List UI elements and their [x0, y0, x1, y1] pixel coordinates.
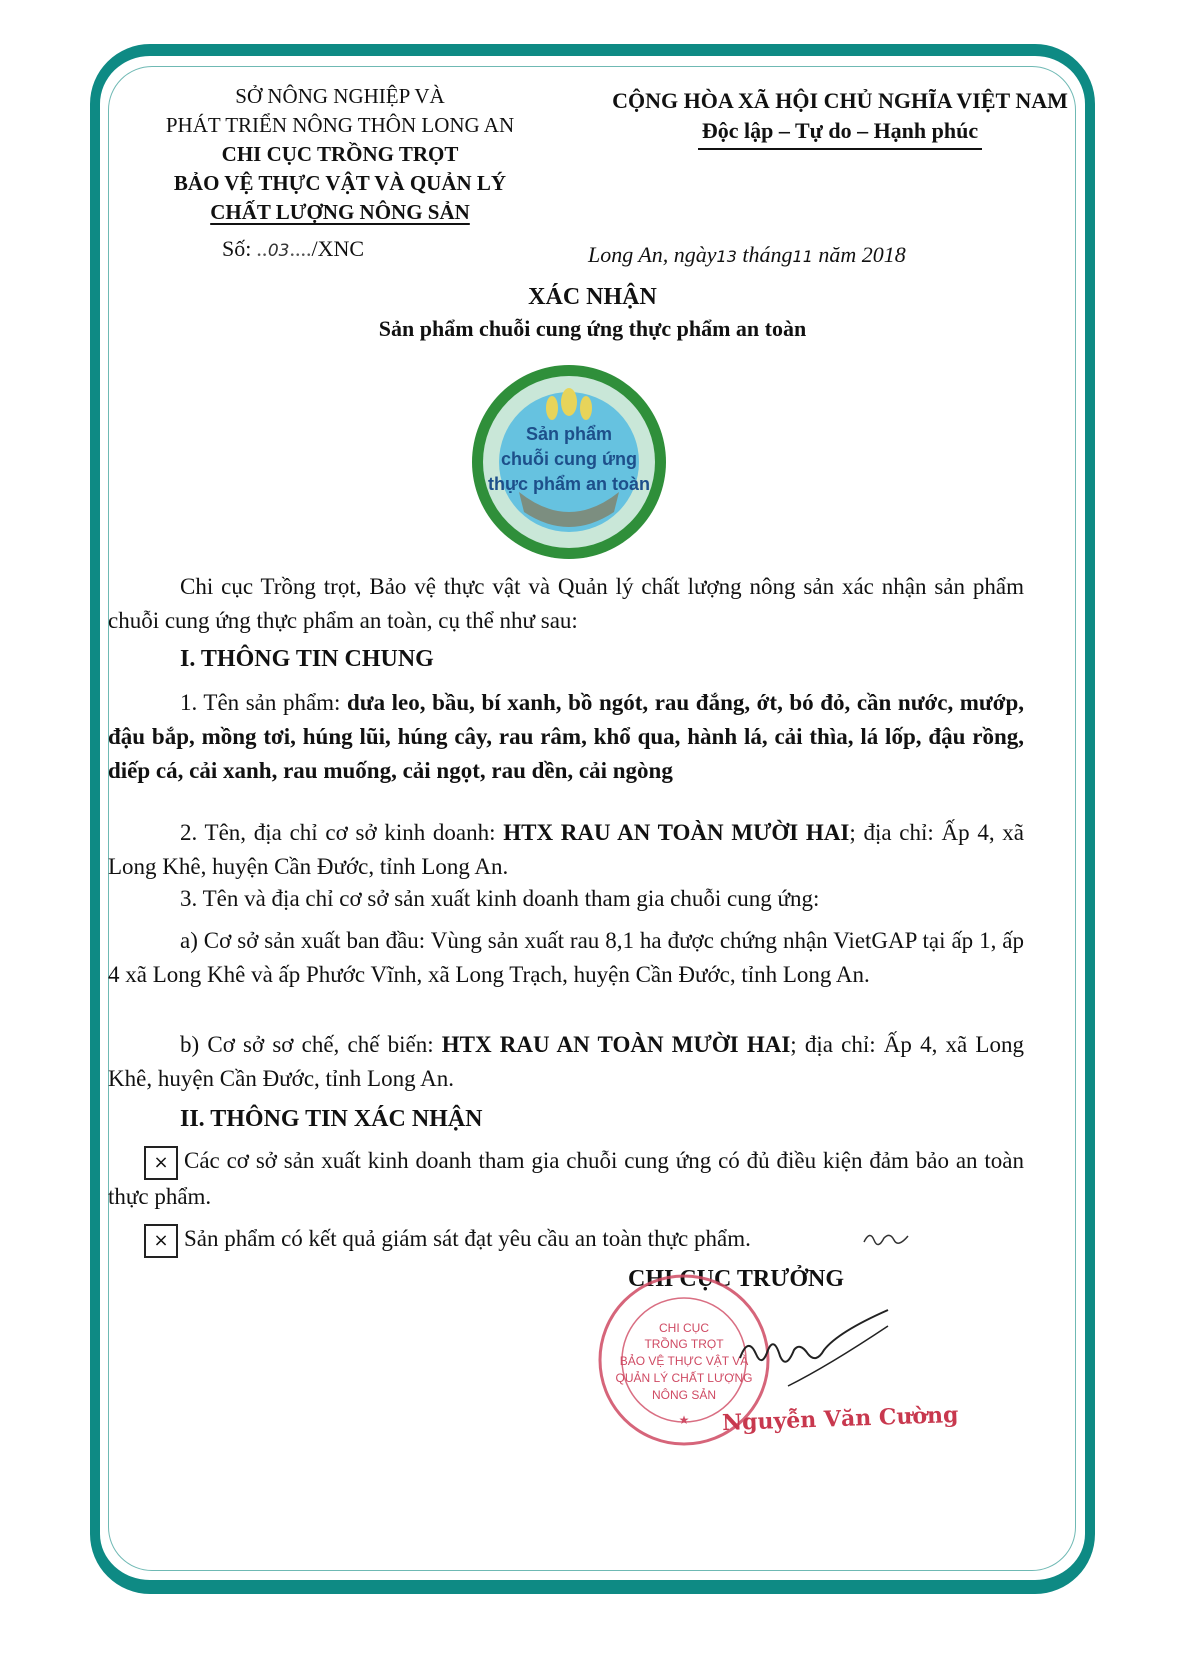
safe-food-chain-logo: [464, 362, 674, 562]
product-label: 1. Tên sản phẩm:: [180, 690, 347, 715]
agency-line: SỞ NÔNG NGHIỆP VÀ: [235, 84, 445, 108]
business-address: ; địa chỉ: Ấp 4, xã Long Khê, huyện Cần Đước, tỉnh Long An.: [108, 820, 1025, 879]
number-value: 03: [267, 241, 290, 261]
document-subtitle: Sản phẩm chuỗi cung ứng thực phẩm an toàn: [378, 316, 807, 341]
section-heading: I. THÔNG TIN CHUNG: [180, 646, 434, 672]
primary-production: a) Cơ sở sản xuất ban đầu: Vùng sản xuất rau 8,1 ha được chứng nhận VietGAP tại ấp 1, ấp 4 xã Long Khê và ấp Phước Vĩnh, xã Long Trạch, huyện Cần Đước, tỉnh Long An.: [108, 928, 1024, 987]
dept-line: CHẤT LƯỢNG NÔNG SẢN: [210, 200, 470, 224]
business-info: [108, 816, 1024, 884]
logo-line: Sản phẩm: [525, 424, 613, 444]
processing-facility: [108, 1028, 1024, 1096]
number-prefix: Số:: [222, 236, 257, 261]
initials-signature: [862, 1226, 910, 1255]
motto: Độc lập – Tự do – Hạnh phúc: [698, 116, 982, 150]
supply-chain-heading: 3. Tên và địa chỉ cơ sở sản xuất kinh doanh tham gia chuỗi cung ứng:: [180, 886, 820, 911]
national-header: [560, 86, 1120, 150]
number-suffix: /XNC: [311, 236, 365, 261]
confirmation-text: Sản phẩm có kết quả giám sát đạt yêu cầu an toàn thực phẩm.: [184, 1226, 751, 1251]
date-month: 11: [792, 247, 813, 266]
country-name: CỘNG HÒA XÃ HỘI CHỦ NGHĨA VIỆT NAM: [612, 88, 1068, 113]
product-list: dưa leo, bầu, bí xanh, bồ ngót, rau đắng, ớt, bó đỏ, cần nước, mướp, đậu bắp, mồng tơi, húng lũi, húng cây, rau râm, khổ qua, hành lá, cải thìa, lá lốp, đậu rồng, diếp cá, cải xanh, rau muống, cải ngọt, rau dền, cải ngòng: [108, 690, 1024, 783]
date-place: Long An, ngày: [588, 242, 717, 267]
stamp-line: CHI CỤC: [659, 1321, 709, 1335]
processing-name: HTX RAU AN TOÀN MƯỜI HAI: [441, 1032, 791, 1057]
svg-text:★: ★: [678, 1413, 690, 1427]
confirmation-item: [108, 1144, 1024, 1214]
stamp-line: TRỒNG TRỌT: [644, 1337, 724, 1351]
document-date: [588, 242, 906, 268]
stamp-line: QUẢN LÝ CHẤT LƯỢNG: [615, 1371, 753, 1385]
stamp-line: BẢO VỆ THỰC VẬT VÀ: [619, 1354, 749, 1368]
checkbox: ×: [144, 1146, 178, 1180]
intro-paragraph: Chi cục Trồng trọt, Bảo vệ thực vật và Quản lý chất lượng nông sản xác nhận sản phẩm chuỗi cung ứng thực phẩm an toàn, cụ thể như sau:: [108, 574, 1024, 633]
date-month-word: tháng: [742, 242, 793, 267]
document-title: XÁC NHẬN: [528, 284, 657, 310]
product-names: [108, 686, 1024, 788]
stamp-line: NÔNG SẢN: [651, 1388, 717, 1402]
processing-label: b) Cơ sở sơ chế, chế biến:: [180, 1032, 442, 1057]
dept-line: CHI CỤC TRỒNG TRỌT: [221, 142, 459, 166]
processing-address: ; địa chỉ: Ấp 4, xã Long Khê, huyện Cần Đước, tỉnh Long An.: [108, 1032, 1024, 1091]
business-label: 2. Tên, địa chỉ cơ sở kinh doanh:: [180, 820, 504, 845]
signer-title: CHI CỤC TRƯỞNG: [628, 1266, 845, 1292]
date-year: năm 2018: [818, 242, 906, 267]
signer-name: Nguyễn Văn Cường: [721, 1401, 959, 1437]
confirmation-text: Các cơ sở sản xuất kinh doanh tham gia chuỗi cung ứng có đủ điều kiện đảm bảo an toàn thực phẩm.: [108, 1148, 1024, 1209]
agency-line: PHÁT TRIỂN NÔNG THÔN LONG AN: [165, 113, 515, 137]
date-day: 13: [716, 247, 737, 266]
issuing-agency: [120, 82, 560, 227]
handwritten-signature: [738, 1306, 898, 1401]
business-name: HTX RAU AN TOÀN MƯỜI HAI: [503, 820, 850, 845]
dept-line: BẢO VỆ THỰC VẬT VÀ QUẢN LÝ: [173, 171, 507, 195]
document-number: Số: ..03..../XNC: [222, 236, 365, 261]
section-heading: II. THÔNG TIN XÁC NHẬN: [180, 1106, 483, 1132]
logo-line: chuỗi cung ứng: [500, 449, 638, 469]
logo-line: thực phẩm an toàn: [487, 474, 651, 494]
checkbox: ×: [144, 1224, 178, 1258]
